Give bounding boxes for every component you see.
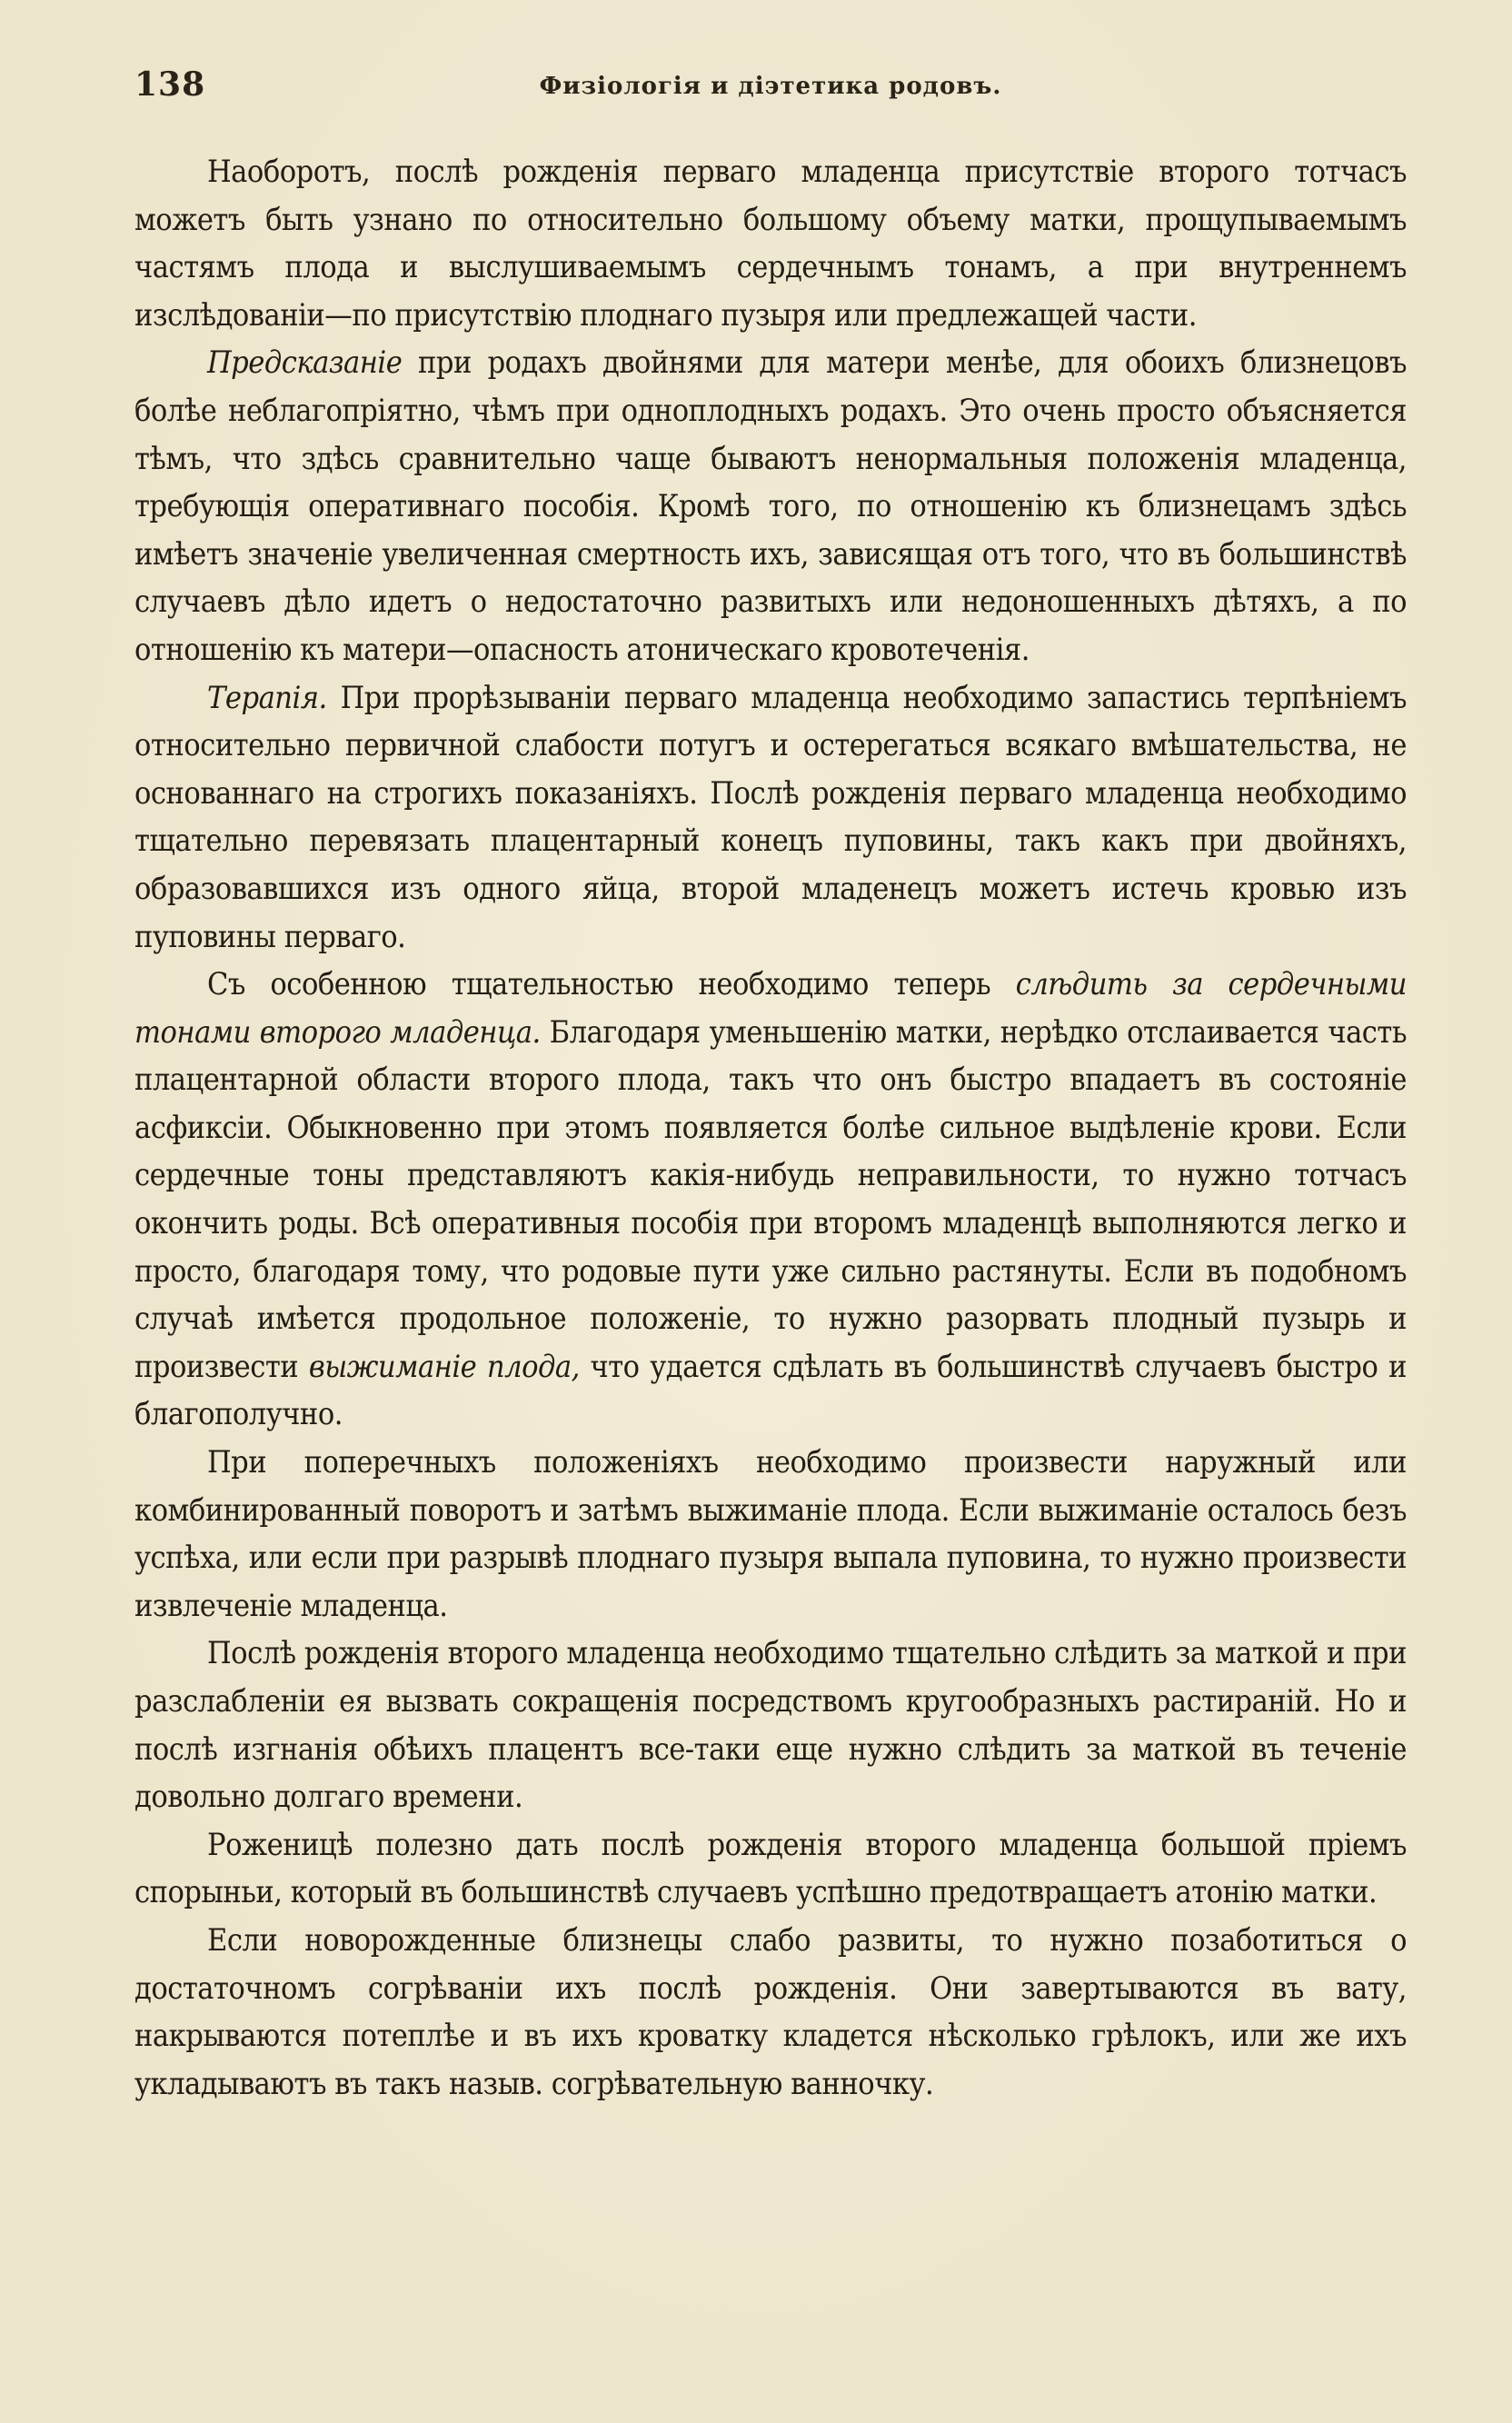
body-text <box>134 148 1407 2108</box>
text-segment: Наоборотъ, послѣ рожденiя перваго младенца присутствiе второго тотчасъ можетъ быть узнано по относительно большому объему матки, прощупываемымъ частямъ плода и выслушиваемымъ сердечнымъ тонамъ, а при внутреннемъ изслѣдованiи—по присутствiю плоднаго пузыря или предлежащей части. <box>134 154 1407 334</box>
italic-term-therapy: Терапiя. <box>207 679 327 716</box>
text-segment: При прорѣзыванiи перваго младенца необходимо запастись терпѣнiемъ относительно первичной слабости потугъ и остерегаться всякаго вмѣшательства, не основаннаго на строгихъ показанiяхъ. Послѣ рожденiя перваго младенца необходимо тщательно перевязать плацентарный конецъ пуповины, такъ какъ при двойняхъ, образовавшихся изъ одного яйца, второй младенецъ можетъ истечь кровью изъ пуповины перваго. <box>134 679 1407 955</box>
paragraph-heart-tones <box>134 961 1407 1439</box>
paragraph-transverse-positions <box>134 1439 1407 1630</box>
text-segment: при родахъ двойнями для матери менѣе, для обоихъ близнецовъ болѣе неблагопрiятно, чѣмъ при одноплодныхъ родахъ. Это очень просто объясняется тѣмъ, что здѣсь сравнительно чаще бываютъ ненормальныя положенiя младенца, требующiя оперативнаго пособiя. Кромѣ того, по отношенiю къ близнецамъ здѣсь имѣетъ значенiе увеличенная смертность ихъ, зависящая отъ того, что въ большинствѣ случаевъ дѣло идетъ о недостаточно развитыхъ или недоношенныхъ дѣтяхъ, а по отношенiю къ матери—опасность атоническаго кровотеченiя. <box>134 344 1407 668</box>
page-number: 138 <box>134 65 206 104</box>
paragraph-newborn-warming <box>134 1917 1407 2108</box>
italic-term-prognosis: Предсказанiе <box>207 344 403 382</box>
paragraph-therapy <box>134 674 1407 962</box>
paragraph-ergot <box>134 1821 1407 1917</box>
paragraph-uterus-care <box>134 1630 1407 1820</box>
running-title: Физiологiя и дiэтетика родовъ. <box>539 73 1002 100</box>
text-segment: Если новорожденные близнецы слабо развиты, то нужно позаботиться о достаточномъ согрѣванiи ихъ послѣ рожденiя. Они завертываются въ вату, накрываются потеплѣе и въ ихъ кроватку кладется нѣсколько грѣлокъ, или же ихъ укладываютъ въ такъ назыв. согрѣвательную ванночку. <box>134 1921 1407 2102</box>
paragraph-twin-detection <box>134 148 1407 339</box>
paragraph-prognosis <box>134 339 1407 673</box>
text-segment: Съ особенною тщательностью необходимо теперь <box>207 966 1016 1003</box>
text-segment: Роженицѣ полезно дать послѣ рожденiя второго младенца большой прiемъ спорыньи, который въ большинствѣ случаевъ успѣшно предотвращаетъ атонiю матки. <box>134 1826 1407 1911</box>
text-segment: Благодаря уменьшенiю матки, нерѣдко отслаивается часть плацентарной области второго плода, такъ что онъ быстро впадаетъ въ состоянiе асфиксiи. Обыкновенно при этомъ появляется болѣе сильное выдѣленiе крови. Если сердечные тоны представляютъ какiя-нибудь неправильности, то нужно тотчасъ окончить роды. Всѣ оперативныя пособiя при второмъ младенцѣ выполняются легко и просто, благодаря тому, что родовые пути уже сильно растянуты. Если въ подобномъ случаѣ имѣется продольное положенiе, то нужно разорвать плодный пузырь и произвести <box>134 1013 1408 1385</box>
text-segment: что удается сдѣлать въ большинствѣ случаевъ быстро и благополучно. <box>134 1348 1407 1433</box>
italic-phrase-heart-tones: слѣдить за сердечными тонами второго младенца. <box>134 966 1407 1051</box>
text-segment: Послѣ рожденiя второго младенца необходимо тщательно слѣдить за маткой и при разслабленiи ея вызвать сокращенiя посредствомъ кругообразныхъ растиранiй. Но и послѣ изгнанiя обѣихъ плацентъ все-таки еще нужно слѣдить за маткой въ теченiе довольно долгаго времени. <box>134 1635 1407 1816</box>
page-header <box>134 65 1407 111</box>
italic-phrase-expression: выжиманiе плода, <box>308 1348 580 1385</box>
text-segment: При поперечныхъ положенiяхъ необходимо произвести наружный или комбинированный поворотъ и затѣмъ выжиманiе плода. Если выжиманiе осталось безъ успѣха, или если при разрывѣ плоднаго пузыря выпала пуповина, то нужно произвести извлеченiе младенца. <box>134 1444 1407 1624</box>
